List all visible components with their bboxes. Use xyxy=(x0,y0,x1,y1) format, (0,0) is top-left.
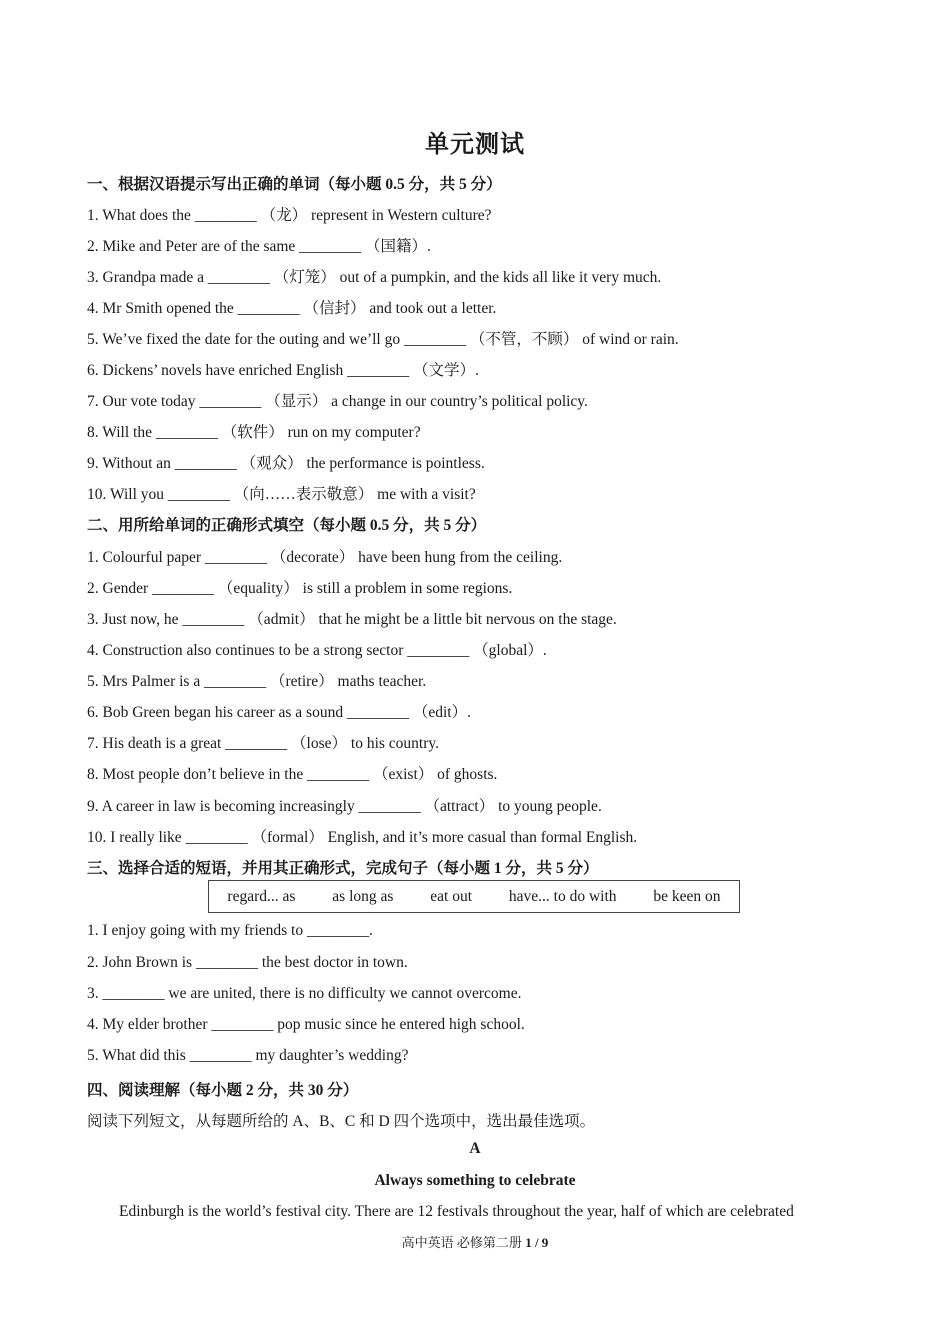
part1-item: 9. Without an ________ （观众） the performance is pointless. xyxy=(87,455,485,472)
passage-first-line: Edinburgh is the world’s festival city. There are 12 festivals throughout the year, half of which are celebrated xyxy=(119,1203,794,1220)
part1-item: 2. Mike and Peter are of the same ________ （国籍）. xyxy=(87,238,431,255)
part3-item: 2. John Brown is ________ the best doctor in town. xyxy=(87,954,408,971)
part2-item: 9. A career in law is becoming increasingly ________ （attract） to young people. xyxy=(87,798,602,815)
part2-item: 8. Most people don’t believe in the ________ （exist） of ghosts. xyxy=(87,766,498,783)
phrase-option: be keen on xyxy=(653,887,721,905)
section-2-heading: 二、用所给单词的正确形式填空（每小题 0.5 分，共 5 分） xyxy=(87,517,487,534)
phrase-option: regard... as xyxy=(227,887,296,905)
part3-item: 3. ________ we are united, there is no difficulty we cannot overcome. xyxy=(87,985,522,1002)
page-title: 单元测试 xyxy=(425,132,525,158)
part2-item: 6. Bob Green began his career as a sound ________ （edit）. xyxy=(87,704,471,721)
part1-item: 6. Dickens’ novels have enriched English ________ （文学）. xyxy=(87,362,479,379)
part2-item: 1. Colourful paper ________ （decorate） have been hung from the ceiling. xyxy=(87,549,563,566)
page-footer xyxy=(0,1232,950,1251)
part1-item: 5. We’ve fixed the date for the outing and we’ll go ________ （不管，不顾） of wind or rain. xyxy=(87,331,679,348)
part3-item: 1. I enjoy going with my friends to ________. xyxy=(87,922,373,939)
part1-item: 4. Mr Smith opened the ________ （信封） and took out a letter. xyxy=(87,300,497,317)
phrase-option: have... to do with xyxy=(508,887,617,905)
footer-text: 高中英语 必修第二册 xyxy=(401,1235,522,1250)
passage-title: Always something to celebrate xyxy=(374,1172,576,1189)
part1-item: 7. Our vote today ________ （显示） a change in our country’s political policy. xyxy=(87,393,588,410)
reading-instruction: 阅读下列短文，从每题所给的 A、B、C 和 D 四个选项中，选出最佳选项。 xyxy=(87,1113,596,1130)
part1-item: 10. Will you ________ （向……表示敬意） me with a visit? xyxy=(87,486,476,503)
part3-item: 5. What did this ________ my daughter’s wedding? xyxy=(87,1047,409,1064)
part1-item: 1. What does the ________ （龙） represent in Western culture? xyxy=(87,207,492,224)
part3-item: 4. My elder brother ________ pop music since he entered high school. xyxy=(87,1016,525,1033)
passage-label: A xyxy=(469,1140,481,1157)
part2-item: 5. Mrs Palmer is a ________ （retire） maths teacher. xyxy=(87,673,427,690)
phrase-box xyxy=(208,880,740,913)
part2-item: 7. His death is a great ________ （lose） to his country. xyxy=(87,735,439,752)
page-number: 1 / 9 xyxy=(525,1235,549,1250)
phrase-option: as long as xyxy=(332,887,394,905)
part1-item: 3. Grandpa made a ________ （灯笼） out of a pumpkin, and the kids all like it very much. xyxy=(87,269,662,286)
part2-item: 3. Just now, he ________ （admit） that he might be a little bit nervous on the stage. xyxy=(87,611,617,628)
part1-item: 8. Will the ________ （软件） run on my computer? xyxy=(87,424,421,441)
section-1-heading: 一、根据汉语提示写出正确的单词（每小题 0.5 分，共 5 分） xyxy=(87,176,502,193)
part2-item: 2. Gender ________ （equality） is still a problem in some regions. xyxy=(87,580,513,597)
phrase-option: eat out xyxy=(430,887,473,905)
section-3-heading: 三、选择合适的短语，并用其正确形式，完成句子（每小题 1 分，共 5 分） xyxy=(87,860,599,877)
part2-item: 4. Construction also continues to be a strong sector ________ （global）. xyxy=(87,642,547,659)
part2-item: 10. I really like ________ （formal） English, and it’s more casual than formal English. xyxy=(87,829,638,846)
section-4-heading: 四、阅读理解（每小题 2 分，共 30 分） xyxy=(87,1082,359,1099)
